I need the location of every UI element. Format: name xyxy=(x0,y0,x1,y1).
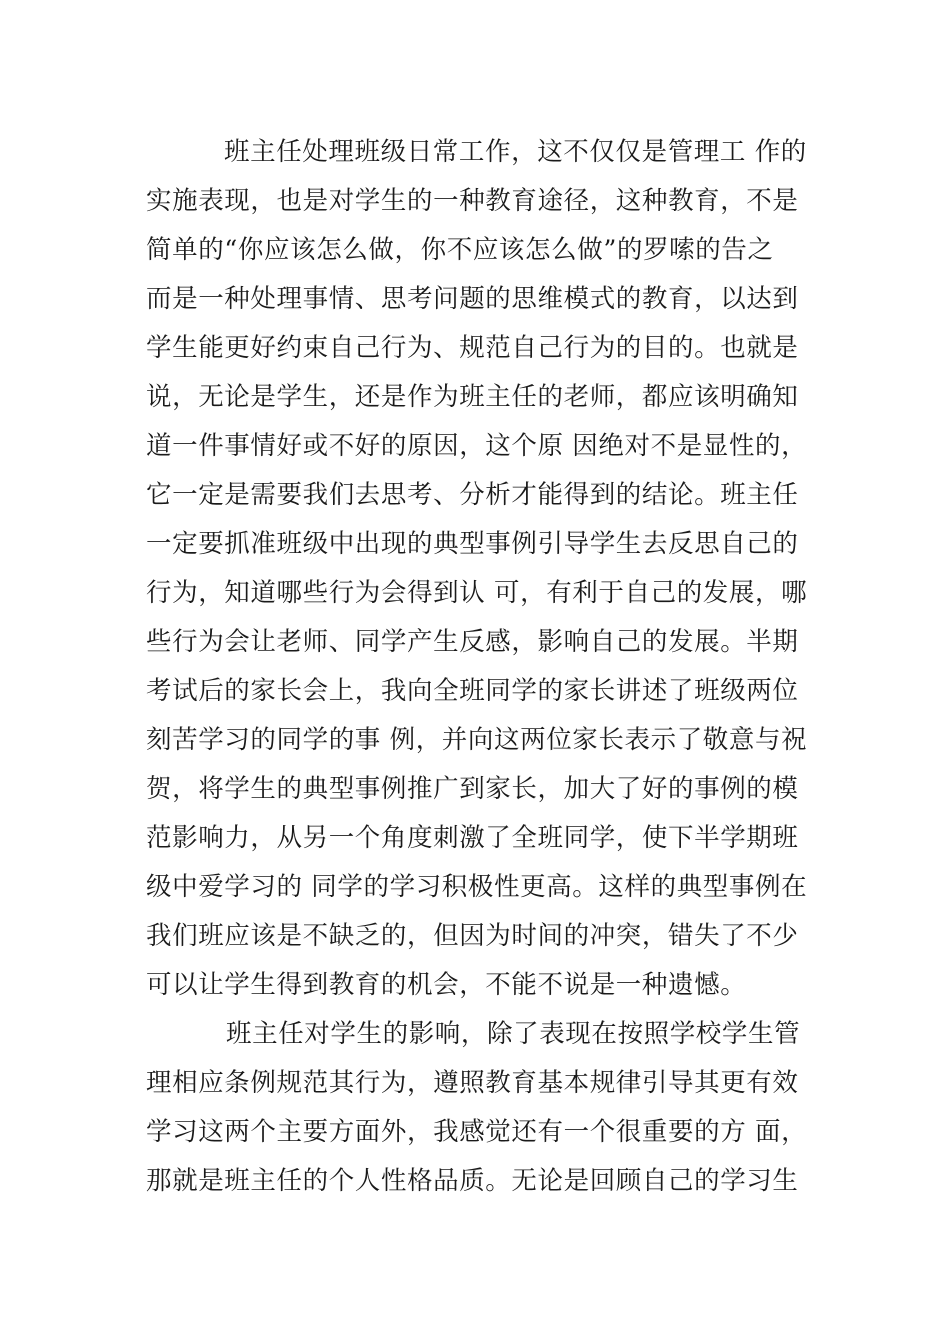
text-line: 理相应条例规范其行为，遵照教育基本规律引导其更有效 xyxy=(146,1068,799,1098)
text-line: 我们班应该是不缺乏的，但因为时间的冲突，错失了不少 xyxy=(146,921,799,951)
text-line: 道一件事情好或不好的原因，这个原 因绝对不是显性的， xyxy=(146,431,808,461)
text-line: 说，无论是学生，还是作为班主任的老师，都应该明确知 xyxy=(146,382,799,412)
text-line: 范影响力，从另一个角度刺激了全班同学，使下半学期班 xyxy=(146,823,799,853)
text-line: 简单的“你应该怎么做，你不应该怎么做”的罗嗦的告之 xyxy=(146,235,774,265)
text-line: 它一定是需要我们去思考、分析才能得到的结论。班主任 xyxy=(146,480,799,510)
text-line: 考试后的家长会上，我向全班同学的家长讲述了班级两位 xyxy=(146,676,799,706)
text-line: 而是一种处理事情、思考问题的思维模式的教育，以达到 xyxy=(146,284,799,314)
paragraph-1 xyxy=(146,128,810,1010)
text-line: 贺，将学生的典型事例推广到家长，加大了好的事例的模 xyxy=(146,774,799,804)
text-line: 可以让学生得到教育的机会，不能不说是一种遗憾。 xyxy=(146,970,747,1000)
text-line: 班主任处理班级日常工作，这不仅仅是管理工 作的 xyxy=(224,137,807,167)
text-line: 刻苦学习的同学的事 例，并向这两位家长表示了敬意与祝 xyxy=(146,725,808,755)
text-line: 学习这两个主要方面外，我感觉还有一个很重要的方 面， xyxy=(146,1117,808,1147)
body-text xyxy=(146,128,810,1206)
text-line: 学生能更好约束自己行为、规范自己行为的目的。也就是 xyxy=(146,333,799,363)
text-line: 实施表现，也是对学生的一种教育途径，这种教育，不是 xyxy=(146,186,799,216)
text-line: 行为，知道哪些行为会得到认 可，有利于自己的发展，哪 xyxy=(146,578,808,608)
text-line: 一定要抓准班级中出现的典型事例引导学生去反思自己的 xyxy=(146,529,799,559)
text-line: 那就是班主任的个人性格品质。无论是回顾自己的学习生 xyxy=(146,1166,799,1196)
paragraph-2 xyxy=(146,1010,810,1206)
text-line: 级中爱学习的 同学的学习积极性更高。这样的典型事例在 xyxy=(146,872,808,902)
text-line: 班主任对学生的影响，除了表现在按照学校学生管 xyxy=(226,1019,801,1049)
text-line: 些行为会让老师、同学产生反感，影响自己的发展。半期 xyxy=(146,627,799,657)
